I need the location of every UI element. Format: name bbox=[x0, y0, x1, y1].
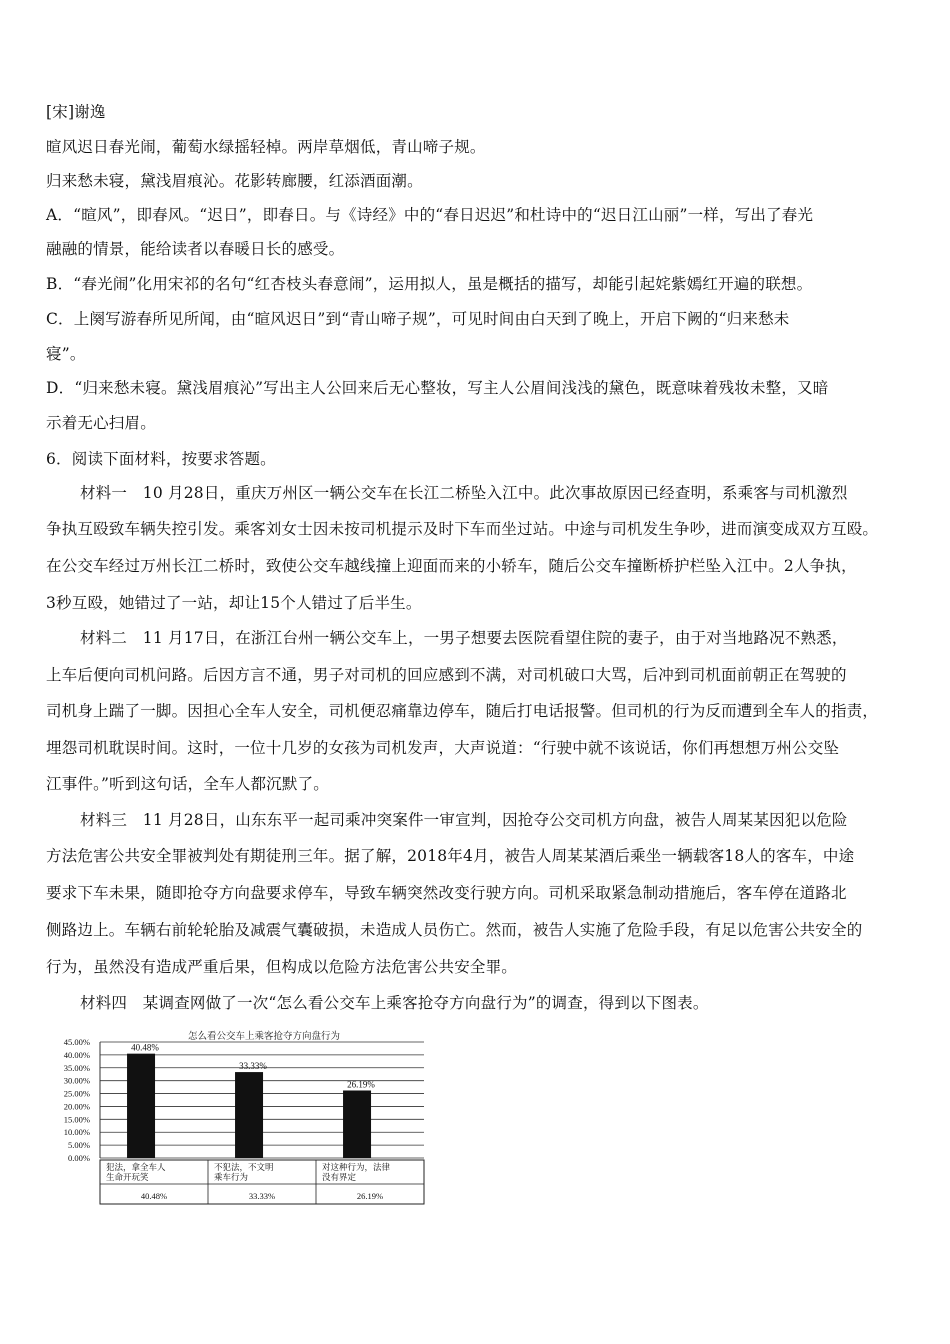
material-3-line-4: 侧路边上。车辆右前轮轮胎及减震气囊破损，未造成人员伤亡。然而，被告人实施了危险手段，有足以危害公共安全的 bbox=[46, 921, 863, 939]
material-1-line-2: 争执互殴致车辆失控引发。乘客刘女士因未按司机提示及时下车而坐过站。中途与司机发生争吵，进而演变成双方互殴。 bbox=[46, 520, 879, 538]
option-d-line-1: D．“归来愁未寝。黛浅眉痕沁”写出主人公回来后无心整妆，写主人公眉间浅浅的黛色，既意味着残妆未整，又暗 bbox=[46, 379, 829, 397]
table-value: 26.19% bbox=[356, 1191, 384, 1201]
chart-data-table bbox=[100, 1160, 424, 1204]
y-tick-label: 15.00% bbox=[63, 1114, 90, 1125]
y-tick-label: 0.00% bbox=[68, 1153, 90, 1163]
material-4-line-1: 材料四 某调查网做了一次“怎么看公交车上乘客抢夺方向盘行为”的调查，得到以下图表。 bbox=[80, 994, 709, 1012]
material-3-line-2: 方法危害公共安全罪被判处有期徒刑三年。据了解，2018年4月，被告人周某某酒后乘坐一辆载客18人的客车，中途 bbox=[46, 847, 855, 865]
chart-y-ticks bbox=[64, 1037, 90, 1163]
y-tick-label: 10.00% bbox=[63, 1127, 90, 1138]
data-label: 26.19% bbox=[347, 1079, 375, 1090]
data-label: 40.48% bbox=[131, 1042, 159, 1053]
material-3-line-3: 要求下车未果，随即抢夺方向盘要求停车，导致车辆突然改变行驶方向。司机采取紧急制动措施后，客车停在道路北 bbox=[46, 884, 847, 902]
material-2-line-3: 司机身上踹了一脚。因担心全车人安全，司机便忍痛靠边停车，随后打电话报警。但司机的行为反而遭到全车人的指责， bbox=[46, 702, 879, 720]
option-b-line-1: B．“春光闹”化用宋祁的名句“红杏枝头春意闹”，运用拟人，虽是概括的描写，却能引起姹紫嫣红开遍的联想。 bbox=[46, 275, 813, 293]
category-label: 乘车行为 bbox=[214, 1172, 249, 1182]
y-tick-label: 25.00% bbox=[63, 1088, 90, 1099]
category-label: 不犯法，不文明 bbox=[214, 1162, 274, 1172]
y-tick-label: 30.00% bbox=[63, 1075, 90, 1086]
option-c-line-2: 寝”。 bbox=[46, 345, 86, 363]
y-tick-label: 40.00% bbox=[63, 1049, 90, 1060]
category-label: 生命开玩笑 bbox=[106, 1172, 149, 1182]
material-1-line-3: 在公交车经过万州长江二桥时，致使公交车越线撞上迎面而来的小轿车，随后公交车撞断桥护栏坠入江中。2人争执， bbox=[46, 557, 857, 575]
material-3-line-1: 材料三 11 月28日，山东东平一起司乘冲突案件一审宣判，因抢夺公交司机方向盘，被告人周某某因犯以危险 bbox=[80, 811, 848, 829]
option-d-line-2: 示着无心扫眉。 bbox=[46, 414, 156, 432]
survey-chart bbox=[44, 1026, 428, 1208]
category-label: 没有界定 bbox=[322, 1172, 357, 1182]
data-label: 33.33% bbox=[239, 1061, 267, 1072]
material-3-line-5: 行为，虽然没有造成严重后果，但构成以危险方法危害公共安全罪。 bbox=[46, 958, 518, 976]
chart-title: 怎么看公交车上乘客抢夺方向盘行为 bbox=[187, 1032, 341, 1042]
option-c-line-1: C．上阕写游春所见所闻，由“暄风迟日”到“青山啼子规”，可见时间由白天到了晚上，开启下阙的“归来愁未 bbox=[46, 310, 790, 328]
category-label: 对这种行为，法律 bbox=[322, 1162, 391, 1172]
material-1-line-1: 材料一 10 月28日，重庆万州区一辆公交车在长江二桥坠入江中。此次事故原因已经查明，系乘客与司机激烈 bbox=[80, 484, 848, 502]
option-a-line-1: A．“暄风”，即春风。“迟日”，即春日。与《诗经》中的“春日迟迟”和杜诗中的“迟日江山丽”一样，写出了春光 bbox=[46, 206, 814, 224]
table-value: 40.48% bbox=[140, 1191, 168, 1201]
bar bbox=[127, 1054, 155, 1158]
question-title: 6．阅读下面材料，按要求答题。 bbox=[46, 450, 276, 468]
y-tick-label: 45.00% bbox=[63, 1037, 90, 1047]
material-2-line-1: 材料二 11 月17日，在浙江台州一辆公交车上，一男子想要去医院看望住院的妻子，由于对当地路况不熟悉， bbox=[80, 629, 848, 647]
material-2-line-4: 埋怨司机耽误时间。这时，一位十几岁的女孩为司机发声，大声说道：“行驶中就不该说话，你们再想想万州公交坠 bbox=[46, 739, 840, 757]
poem-line-2: 归来愁未寝，黛浅眉痕沁。花影转廊腰，红添酒面潮。 bbox=[46, 172, 423, 190]
bar bbox=[235, 1072, 263, 1158]
y-tick-label: 20.00% bbox=[63, 1101, 90, 1112]
table-value: 33.33% bbox=[248, 1191, 276, 1201]
poem-line-1: 暄风迟日春光闹，葡萄水绿摇轻棹。两岸草烟低，青山啼子规。 bbox=[46, 138, 486, 156]
poem-author: [宋]谢逸 bbox=[46, 103, 106, 121]
material-2-line-2: 上车后便向司机问路。后因方言不通，男子对司机的回应感到不满，对司机破口大骂，后冲到司机面前朝正在驾驶的 bbox=[46, 666, 847, 684]
category-label: 犯法，拿全车人 bbox=[106, 1162, 166, 1172]
y-tick-label: 35.00% bbox=[63, 1062, 90, 1073]
material-2-line-5: 江事件。”听到这句话，全车人都沉默了。 bbox=[46, 775, 329, 793]
bar bbox=[343, 1090, 371, 1158]
survey-chart-svg bbox=[44, 1026, 428, 1208]
option-a-line-2: 融融的情景，能给读者以春暖日长的感受。 bbox=[46, 240, 345, 258]
y-tick-label: 5.00% bbox=[68, 1140, 90, 1151]
material-1-line-4: 3秒互殴，她错过了一站，却让15个人错过了后半生。 bbox=[46, 594, 422, 612]
